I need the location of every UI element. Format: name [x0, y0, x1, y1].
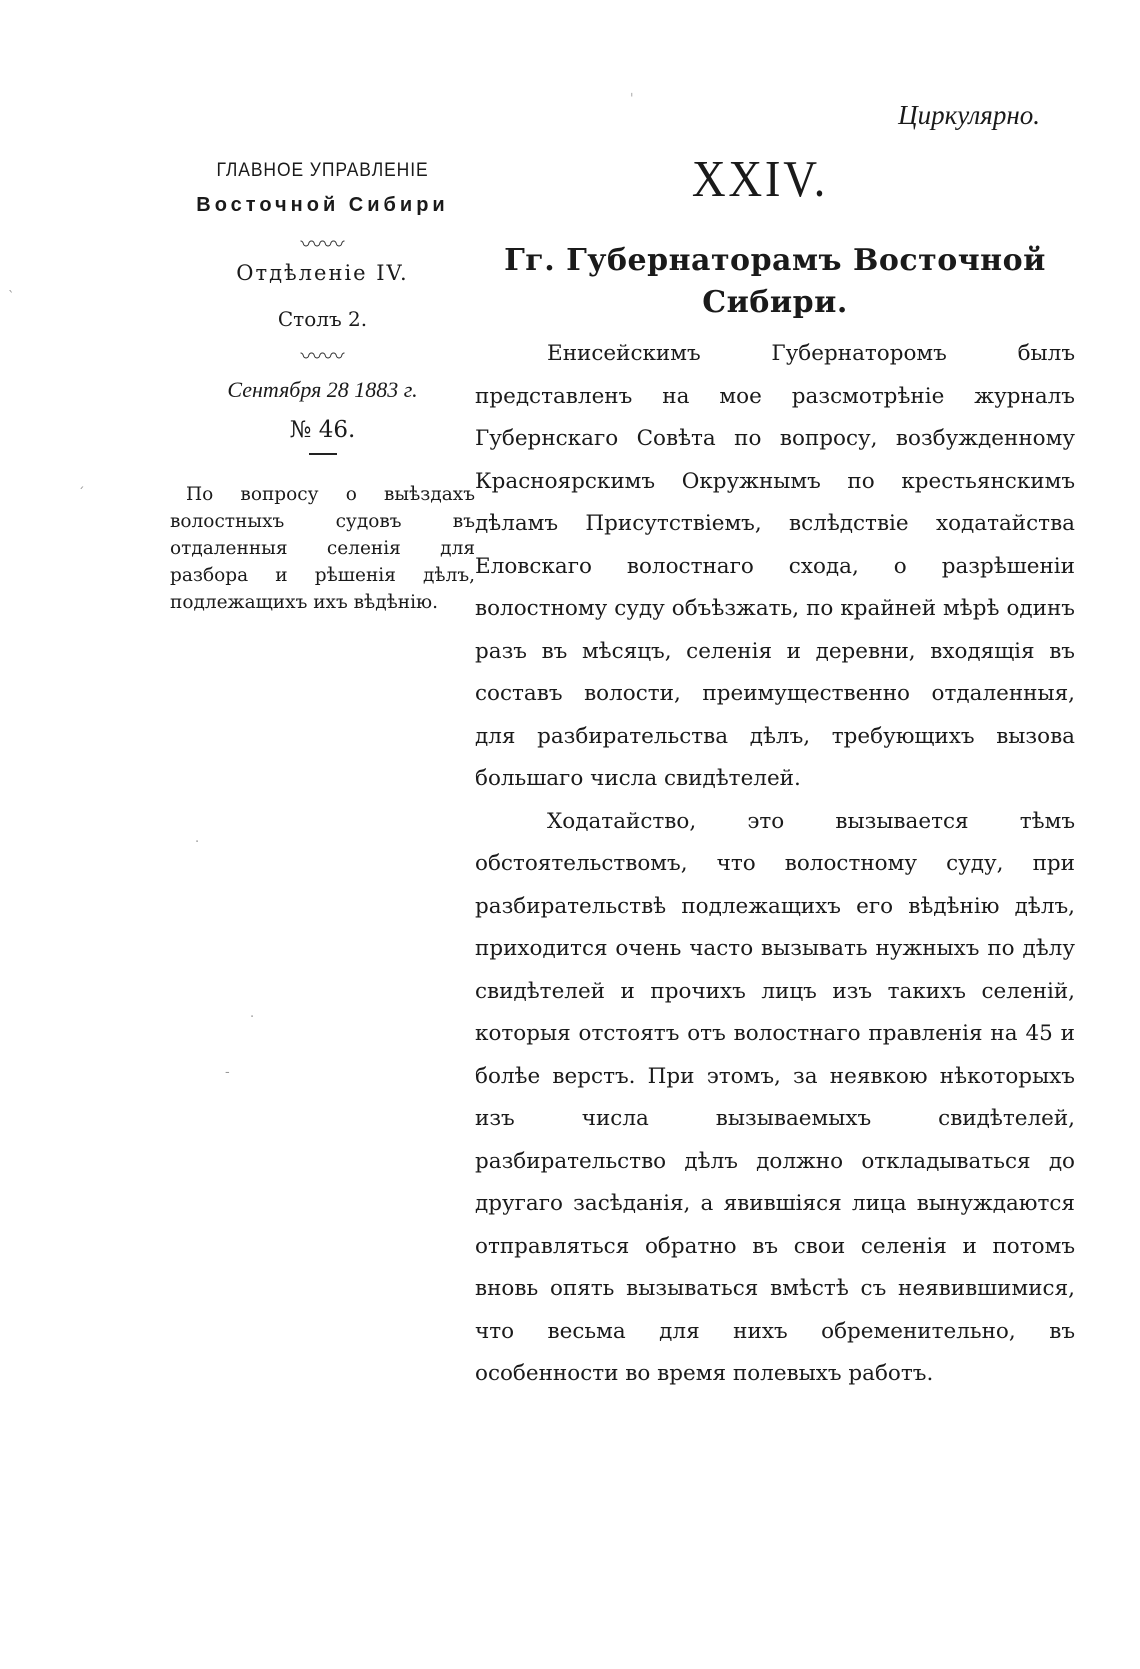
document-number: № 46.: [289, 417, 356, 443]
scan-speck-icon: ˏ: [78, 475, 85, 490]
section-label: Отдѣленіе IV.: [236, 261, 409, 285]
body-paragraph: Енисейскимъ Губернаторомъ былъ представленъ на мое разсмотрѣніе журналъ Губернскаго Совѣта по вопросу, возбужденному Красноярскимъ Окружнымъ по крестьянскимъ дѣламъ Присутствіемъ, вслѣдствіе ходатайства Еловскаго волостнаго схода, о разрѣшеніи волостному суду объѣзжать, по крайней мѣрѣ одинъ разъ въ мѣсяцъ, селенія и деревни, входящія въ составъ волости, преимущественно отдаленныя, для разбирательства дѣлъ, требующихъ вызова большаго числа свидѣтелей.: [475, 341, 1075, 791]
letterhead-column: [170, 160, 475, 616]
scan-speck-icon: -: [225, 1065, 230, 1080]
scan-speck-icon: ˈ: [630, 92, 634, 107]
document-date: Сентября 28 1883 г.: [227, 377, 418, 402]
desk-label: Столъ 2.: [277, 307, 368, 331]
body-paragraph: Ходатайство, это вызывается тѣмъ обстоятельствомъ, что волостному суду, при разбирательствѣ подлежащихъ его вѣдѣнію дѣлъ, приходится очень часто вызывать нужныхъ по дѣлу свидѣтелей и прочихъ лицъ изъ такихъ селеній, которыя отстоятъ отъ волостнаго правленія на 45 и болѣе верстъ. При этомъ, за неявкою нѣкоторыхъ изъ числа вызываемыхъ свидѣтелей, разбирательство дѣлъ должно откладываться до другаго засѣданія, а явившіяся лица вынуждаются отправляться обратно въ свои селенія и потомъ вновь опять вызываться вмѣстѣ съ неявившимися, что весьма для нихъ обременительно, въ особенности во время полевыхъ работъ.: [475, 808, 1075, 1386]
wave-ornament-icon: 〰〰: [300, 345, 345, 370]
scan-speck-icon: ·: [250, 1010, 255, 1025]
document-body: [475, 240, 1075, 1396]
department-title: ГЛАВНОЕ УПРАВЛЕНІЕ: [216, 160, 429, 181]
scan-speck-icon: ·: [195, 835, 200, 850]
divider: [309, 453, 337, 455]
subject-note: По вопросу о выѣздахъ волостныхъ судовъ въ отдаленныя селенія для разбора и рѣшенія дѣлъ, подлежащихъ ихъ вѣдѣнію.: [170, 484, 475, 613]
circular-mark: Циркулярно.: [898, 100, 1040, 130]
scan-speck-icon: ˋ: [8, 290, 15, 305]
region-title: Восточной Сибири: [196, 194, 449, 216]
addressee-heading: Гг. Губернаторамъ Восточной Сибири.: [504, 243, 1046, 320]
circular-numeral: XXIV.: [691, 151, 829, 208]
wave-ornament-icon: 〰〰: [300, 233, 345, 258]
